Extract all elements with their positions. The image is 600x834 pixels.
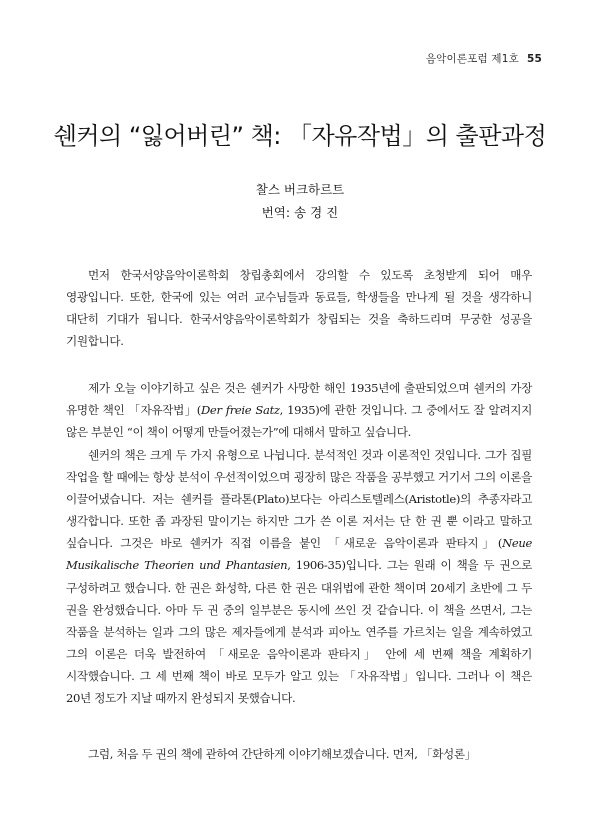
running-head — [426, 51, 542, 66]
paragraph-1-text: 먼저 한국서양음악이론학회 창립총회에서 강의할 수 있도록 초청받게 되어 매우 영광입니다. 또한, 한국에 있는 여러 교수님들과 동료들, 학생들을 만나게 될 것을 생각하니 대단히 기대가 됩니다. 한국서양음악이론학회가 창립되는 것을 축하드리며 무궁한 성공을 기원합니다. — [66, 268, 532, 349]
paragraph-3-text-b: , 1906-35)입니다. 그는 원래 이 책을 두 권으로 구성하려고 했습니다. 한 권은 화성학, 다른 한 권은 대위법에 관한 책이며 20세기 초반에 그 두 권을 완성했습니다. 아마 두 권 중의 일부분은 동시에 쓰인 것 같습니다. 이 책을 쓰면서, 그는 작품을 분석하는 일과 그의 많은 제자들에게 분석과 피아노 연주를 가르치는 일을 계속하였고 그의 이론은 더욱 발전하여 「새로운 음악이론과 판타지」 안에 세 번째 책을 계획하기 시작했습니다. 그 세 번째 책이 바로 모두가 알고 있는 「자유작법」입니다. 그러나 이 책은 20년 정도가 지날 때까지 완성되지 못했습니다. — [66, 558, 532, 706]
paragraph-2-text-a: 제가 오늘 이야기하고 싶은 것은 쉔커가 사망한 해인 1935년에 출판되었으며 쉔커의 가장 유명한 책인 「자유작법」( — [66, 381, 532, 418]
translator-credit: 번역: 송 경 진 — [261, 205, 339, 220]
author-name: 찰스 버크하르트 — [255, 182, 345, 197]
book-title-italic: Neue Musikalische Theorien und Phantasien — [66, 536, 532, 573]
paragraph-4-text: 그럼, 처음 두 권의 책에 관하여 간단하게 이야기해보겠습니다. 먼저, 「화성론」 — [88, 747, 477, 761]
paragraph-3 — [66, 444, 532, 709]
paragraph-4 — [66, 743, 532, 765]
journal-name: 음악이론포럼 제1호 — [425, 53, 519, 65]
book-title-italic: Der freie Satz — [200, 403, 280, 418]
paragraph-3-text-a: 쉔커의 책은 크게 두 가지 유형으로 나뉩니다. 분석적인 것과 이론적인 것입니다. 그가 집필 작업을 할 때에는 항상 분석이 우선적이었으며 굉장히 많은 작품을 공부했고 거기서 그의 이론을 이끌어냈습니다. 저는 쉔커를 플라톤(Plato)보다는 아리스토텔레스(Aristotle)의 추종자라고 생각합니다. 또한 좀 과장된 말이기는 하지만 그가 쓴 이론 저서는 단 한 권 뿐 이라고 말하고 싶습니다. 그것은 바로 쉔커가 직접 이름을 붙인 「새로운 음악이론과 판타지」( — [66, 448, 532, 551]
paragraph-2 — [66, 377, 532, 443]
paragraph-1 — [66, 264, 532, 352]
paragraph-2-text-b: , 1935)에 관한 것입니다. 그 중에서도 잘 알려지지 않은 부분인 “이 책이 어떻게 만들어졌는가”에 대해서 말하고 싶습니다. — [66, 403, 532, 440]
page-number: 55 — [526, 53, 542, 65]
article-title: 쉔커의 “잃어버린” 책: 「자유작법」의 출판과정 — [53, 122, 547, 150]
